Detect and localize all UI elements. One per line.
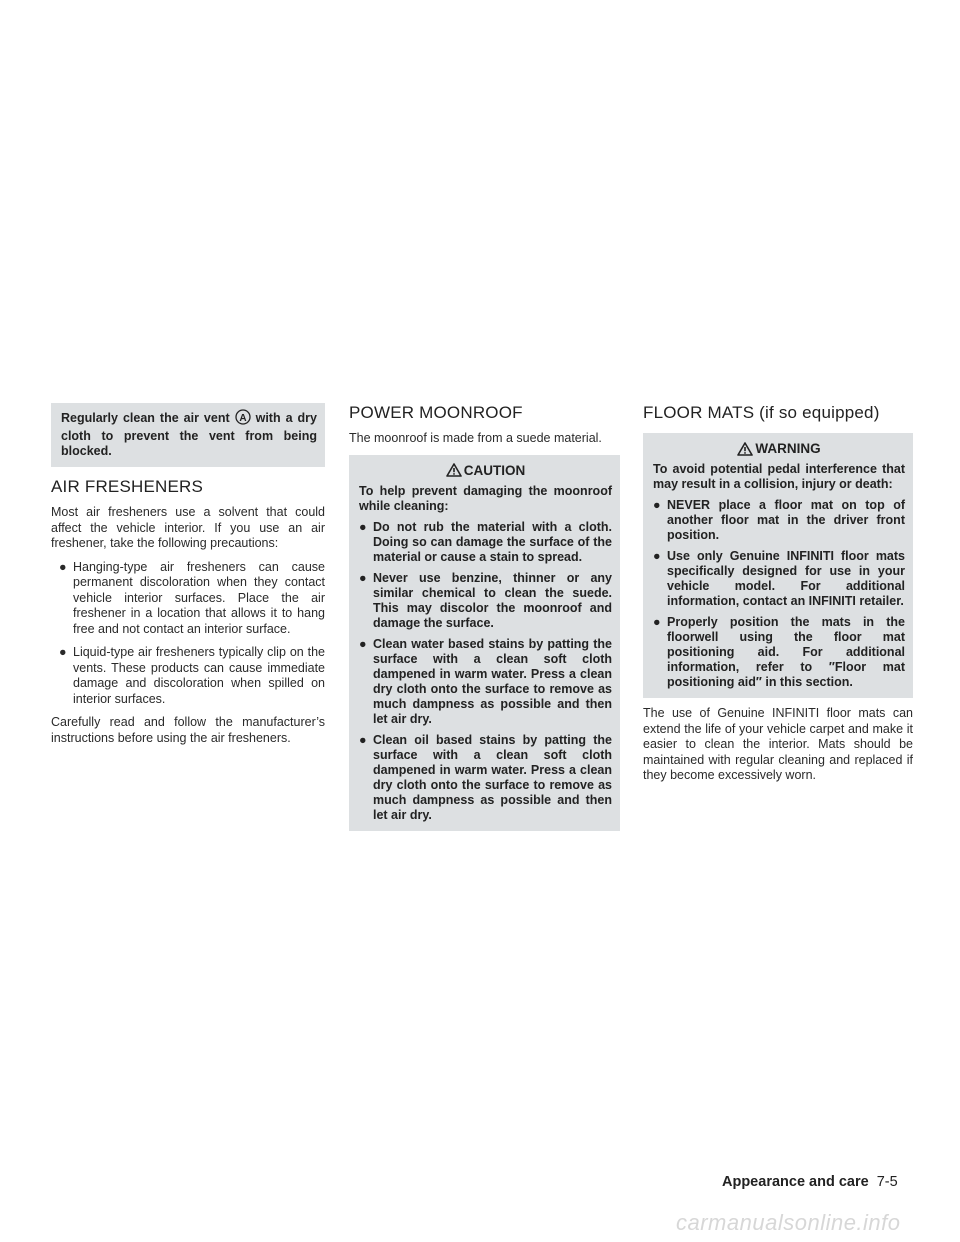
air-vent-note-box <box>51 403 325 467</box>
callout-letter: A <box>239 413 247 424</box>
page-footer <box>722 1174 898 1190</box>
list-item: ● Liquid-type air fresheners typically clip on the vents. These products can cause immediate damage and discoloration when spilled on interior surfaces. <box>59 645 325 706</box>
warning-triangle-icon <box>446 463 462 477</box>
warning-title-text: WARNING <box>755 441 821 456</box>
watermark-text: carmanualsonline.info <box>676 1210 901 1235</box>
air-fresheners-list <box>51 560 325 708</box>
list-item: ● Do not rub the material with a cloth. Doing so can damage the surface of the material or cause a stain to spread. <box>359 519 612 564</box>
bullet-icon: ● <box>653 615 661 629</box>
warning-title <box>653 441 905 456</box>
warning-box <box>643 433 913 698</box>
power-moonroof-heading: POWER MOONROOF <box>349 403 523 422</box>
page-number: 7-5 <box>876 1174 898 1190</box>
callout-a-icon <box>235 409 251 429</box>
note-text-before: Regularly clean the air vent <box>61 411 235 425</box>
list-item: ● Clean oil based stains by patting the surface with a clean soft cloth dampened in warm water. Press a clean dry cloth onto the surface to remove as much dampness as possible and then let air dry. <box>359 732 612 822</box>
floor-mats-body: The use of Genuine INFINITI floor mats can extend the life of your vehicle carpet and make it easier to clean the interior. Mats should be maintained with regular cleaning and replaced if they become excessively worn. <box>643 706 913 782</box>
list-item: ● Hanging-type air fresheners can cause permanent discoloration when they contact vehicle interior surfaces. Place the air freshener in a location that allows it to hang free and not contact an interior surface. <box>59 559 325 636</box>
bullet-icon: ● <box>359 519 367 534</box>
caution-lead: To help prevent damaging the moonroof while cleaning: <box>359 483 612 513</box>
list-item: ● Never use benzine, thinner or any similar chemical to clean the suede. This may discolor the moonroof and damage the surface. <box>359 570 612 630</box>
warning-lead: To avoid potential pedal interference that may result in a collision, injury or death: <box>653 462 905 491</box>
caution-title-text: CAUTION <box>463 462 526 478</box>
column-middle <box>349 403 620 831</box>
bullet-icon: ● <box>59 559 67 574</box>
column-left <box>51 403 325 754</box>
caution-title <box>359 463 612 478</box>
footer-section-title: Appearance and care <box>722 1174 869 1190</box>
list-item: ● NEVER place a floor mat on top of another floor mat in the driver front position. <box>653 498 905 542</box>
column-right <box>643 403 913 792</box>
list-item: ● Clean water based stains by patting the surface with a clean soft cloth dampened in warm water. Press a clean dry cloth onto the surface to remove as much dampness as possible and then let air dry. <box>359 636 612 726</box>
bullet-icon: ● <box>359 636 367 651</box>
air-fresheners-closing: Carefully read and follow the manufacturer’s instructions before using the air fresheners. <box>51 715 325 745</box>
air-fresheners-heading: AIR FRESHENERS <box>51 477 204 496</box>
bullet-icon: ● <box>359 570 367 585</box>
air-fresheners-intro: Most air fresheners use a solvent that could affect the vehicle interior. If you use an air freshener, take the following precautions: <box>51 505 325 550</box>
power-moonroof-intro: The moonroof is made from a suede material. <box>349 431 602 445</box>
bullet-icon: ● <box>653 498 661 512</box>
list-item: ● Properly position the mats in the floorwell using the floor mat positioning aid. For additional information, refer to ″Floor mat positioning aid″ in this section. <box>653 615 905 689</box>
warning-triangle-icon <box>737 442 753 456</box>
note-text-after: with a dry cloth to prevent the vent from being blocked. <box>61 411 317 458</box>
floor-mats-heading: FLOOR MATS (if so equipped) <box>643 403 880 422</box>
list-item: ● Use only Genuine INFINITI floor mats specifically designed for use in your vehicle model. For additional information, contact an INFINITI retailer. <box>653 549 905 608</box>
bullet-icon: ● <box>59 645 67 659</box>
bullet-icon: ● <box>653 549 661 563</box>
caution-box <box>349 455 620 831</box>
bullet-icon: ● <box>359 732 367 747</box>
